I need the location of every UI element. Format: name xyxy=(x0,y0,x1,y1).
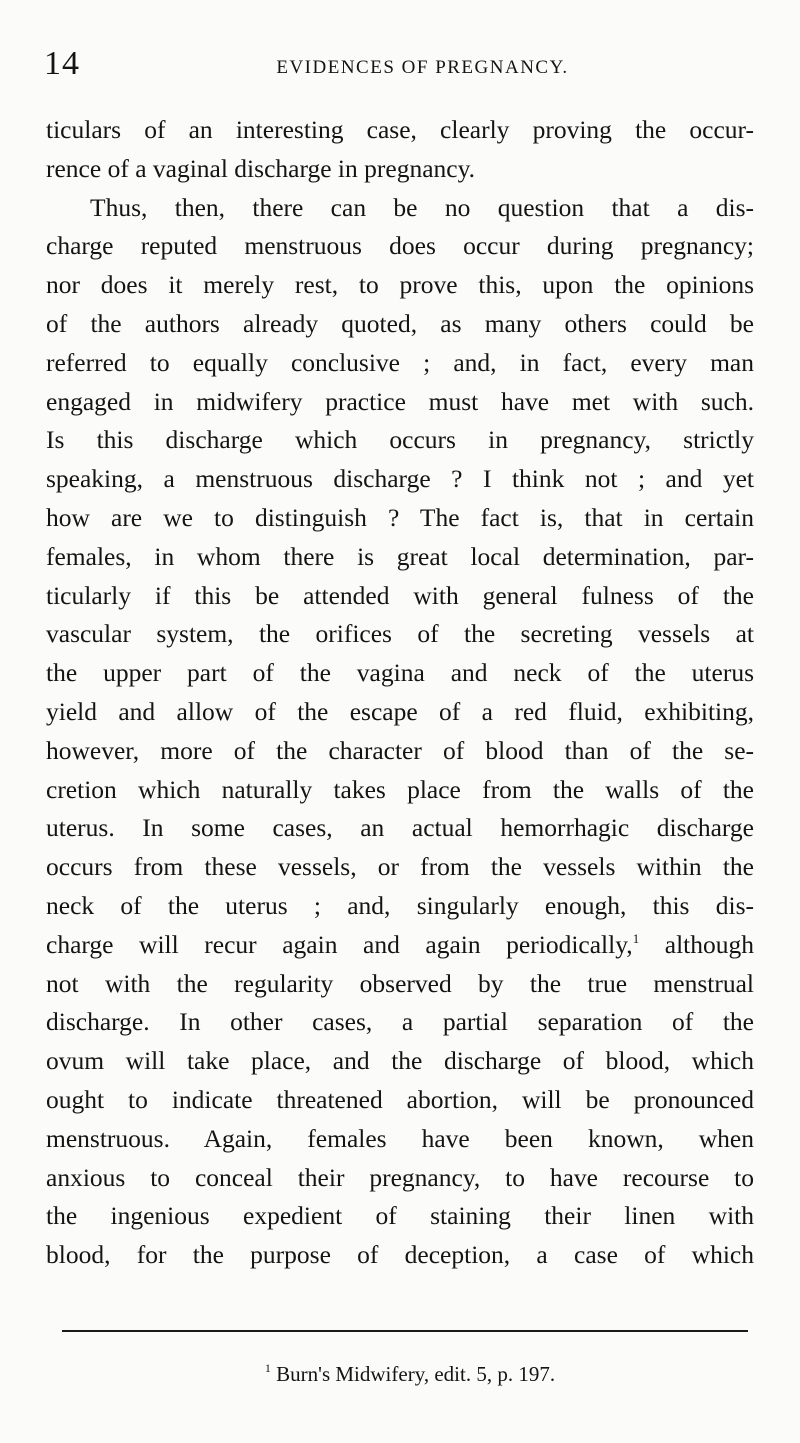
footnote-divider xyxy=(62,1330,748,1332)
text-line: the upper part of the vagina and neck of the uterus xyxy=(46,658,754,688)
text-line: cretion which naturally takes place from the walls of the xyxy=(46,774,754,804)
text-segment: charge will recur again and again periodically, xyxy=(46,929,633,959)
text-line: females, in whom there is great local determination, par- xyxy=(46,541,754,571)
footnote-reference: 1 xyxy=(632,930,640,946)
text-line: how are we to distinguish ? The fact is, that in certain xyxy=(46,502,754,532)
text-line: menstruous. Again, females have been known, when xyxy=(46,1123,754,1153)
text-line: the ingenious expedient of staining their linen with xyxy=(46,1201,754,1231)
text-line: of the authors already quoted, as many others could be xyxy=(46,308,754,338)
text-line-with-footnote-ref xyxy=(46,926,754,965)
text-line: speaking, a menstruous discharge ? I think not ; and yet xyxy=(46,464,754,494)
text-line: Thus, then, there can be no question that a dis- xyxy=(90,192,754,222)
text-line: blood, for the purpose of deception, a case of which xyxy=(46,1240,754,1270)
text-line: ticulars of an interesting case, clearly proving the occur- xyxy=(46,115,754,144)
text-segment: although xyxy=(639,929,754,959)
text-line: however, more of the character of blood than of the se- xyxy=(46,735,754,765)
text-line: referred to equally conclusive ; and, in fact, every man xyxy=(46,347,754,377)
text-line: anxious to conceal their pregnancy, to have recourse to xyxy=(46,1162,754,1192)
running-title: EVIDENCES OF PREGNANCY. xyxy=(276,57,569,78)
footnote-text: Burn's Midwifery, edit. 5, p. 197. xyxy=(270,1362,556,1386)
body-text xyxy=(46,111,754,1275)
page-number: 14 xyxy=(44,45,80,82)
text-line: charge reputed menstruous does occur during pregnancy; xyxy=(46,231,754,261)
footnote xyxy=(0,1359,800,1389)
text-line: yield and allow of the escape of a red fluid, exhibiting, xyxy=(46,696,754,726)
text-line: ought to indicate threatened abortion, will be pronounced xyxy=(46,1084,754,1114)
text-line: vascular system, the orifices of the secreting vessels at xyxy=(46,619,754,649)
text-line: engaged in midwifery practice must have met with such. xyxy=(46,386,754,416)
text-line: not with the regularity observed by the true menstrual xyxy=(46,968,754,998)
text-line: occurs from these vessels, or from the vessels within the xyxy=(46,852,754,882)
text-line: rence of a vaginal discharge in pregnancy. xyxy=(46,153,476,183)
text-line: discharge. In other cases, a partial separation of the xyxy=(46,1007,754,1037)
text-line: Is this discharge which occurs in pregnancy, strictly xyxy=(46,425,754,455)
text-line: ovum will take place, and the discharge of blood, which xyxy=(46,1046,754,1076)
text-line: ticularly if this be attended with general fulness of the xyxy=(46,580,754,610)
footnote-mark: 1 xyxy=(264,1361,271,1375)
text-line: neck of the uterus ; and, singularly enough, this dis- xyxy=(46,890,754,920)
text-line: nor does it merely rest, to prove this, upon the opinions xyxy=(46,270,754,300)
text-line: uterus. In some cases, an actual hemorrhagic discharge xyxy=(46,813,754,843)
